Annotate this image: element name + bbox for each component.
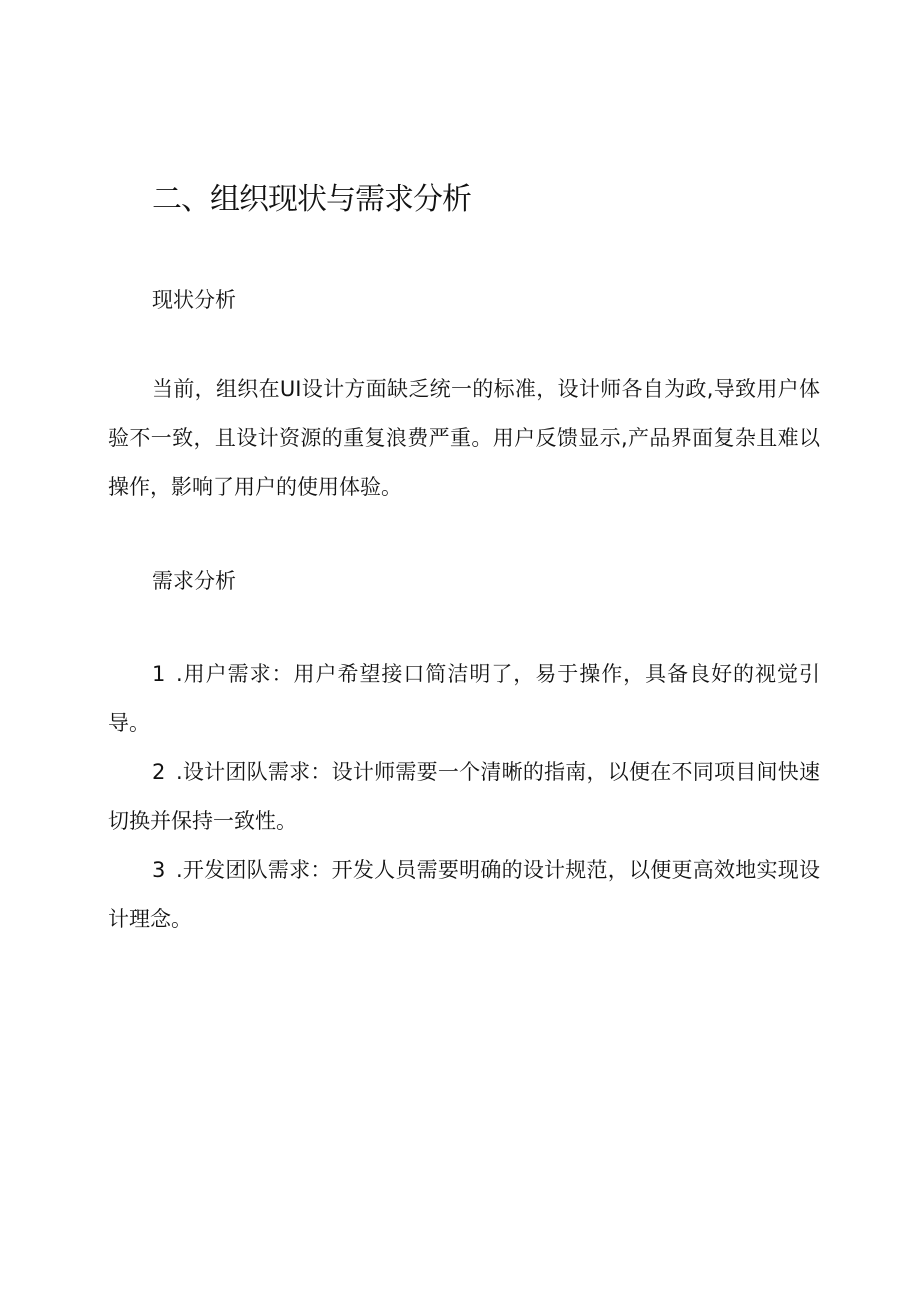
needs-item-number: 1 bbox=[152, 662, 166, 686]
needs-item-dev-team bbox=[108, 846, 820, 944]
needs-item-number: 3 bbox=[152, 858, 166, 882]
needs-item-text: .用户需求：用户希望接口简洁明了，易于操作，具备良好的视觉引导。 bbox=[108, 662, 820, 735]
needs-item-text: .设计团队需求：设计师需要一个清晰的指南，以便在不同项目间快速切换并保持一致性。 bbox=[108, 760, 820, 833]
needs-analysis-title: 需求分析 bbox=[152, 569, 236, 593]
section-heading: 二、组织现状与需求分析 bbox=[152, 182, 471, 217]
needs-item-text: .开发团队需求：开发人员需要明确的设计规范，以便更高效地实现设计理念。 bbox=[108, 858, 820, 931]
status-analysis-title: 现状分析 bbox=[152, 288, 236, 312]
needs-item-design-team bbox=[108, 748, 820, 846]
needs-item-number: 2 bbox=[152, 760, 166, 784]
status-analysis-paragraph: 当前，组织在UI设计方面缺乏统一的标准，设计师各自为政,导致用户体验不一致，且设计资源的重复浪费严重。用户反馈显示,产品界面复杂且难以操作，影响了用户的使用体验。 bbox=[108, 377, 820, 499]
needs-item-user bbox=[108, 650, 820, 748]
